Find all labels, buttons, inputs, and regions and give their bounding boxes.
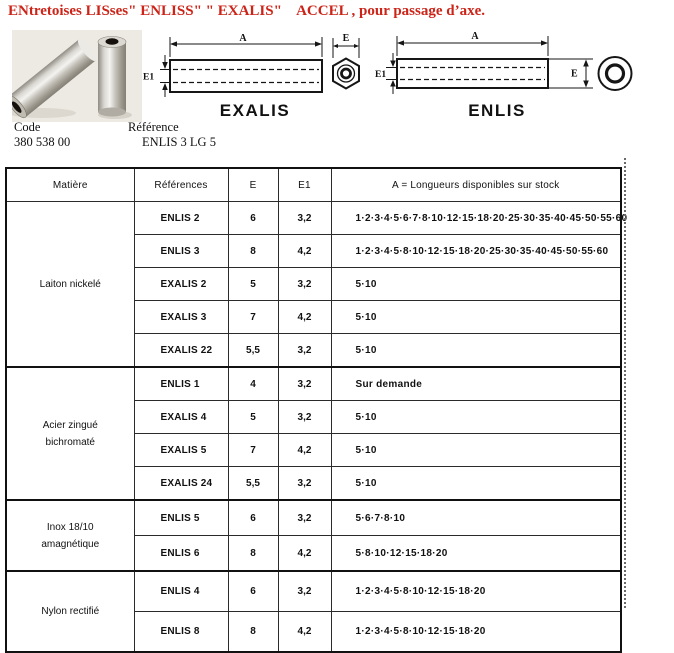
cell-material: Acier zingué bichromaté [6, 367, 134, 500]
exalis-drawing [140, 28, 370, 122]
cell-reference: ENLIS 4 [134, 571, 228, 612]
cell-reference: ENLIS 1 [134, 367, 228, 401]
cell-reference: ENLIS 8 [134, 612, 228, 653]
enlis-drawing [375, 28, 640, 122]
cell-e1: 3,2 [278, 500, 331, 536]
cell-e1: 3,2 [278, 571, 331, 612]
header-e: E [228, 168, 278, 202]
cell-e1: 3,2 [278, 268, 331, 301]
code-label: Code [14, 120, 41, 134]
cell-lengths: 1·2·3·4·5·8·10·12·15·18·20 [331, 571, 621, 612]
cell-lengths: 5·10 [331, 334, 621, 368]
cell-e1: 3,2 [278, 467, 331, 501]
cell-lengths: 1·2·3·4·5·6·7·8·10·12·15·18·20·25·30·35·40·45·50·55·60 [331, 202, 621, 235]
exalis-body [170, 60, 322, 92]
cell-reference: EXALIS 4 [134, 401, 228, 434]
cell-lengths: 5·10 [331, 467, 621, 501]
header-lengths: A = Longueurs disponibles sur stock [331, 168, 621, 202]
cell-lengths: 5·10 [331, 268, 621, 301]
code-reference-block [14, 120, 216, 150]
cell-e: 6 [228, 500, 278, 536]
cell-reference: EXALIS 3 [134, 301, 228, 334]
table-row [6, 367, 621, 401]
cell-e: 8 [228, 235, 278, 268]
cell-lengths: 5·10 [331, 301, 621, 334]
cell-material: Nylon rectifié [6, 571, 134, 652]
cell-e: 5 [228, 268, 278, 301]
cell-lengths: 1·2·3·4·5·8·10·12·15·18·20 [331, 612, 621, 653]
cell-reference: EXALIS 22 [134, 334, 228, 368]
cell-lengths: 1·2·3·4·5·8·10·12·15·18·20·25·30·35·40·45·50·55·60 [331, 235, 621, 268]
exalis-dim-e-label: E [342, 33, 350, 44]
cell-e1: 3,2 [278, 401, 331, 434]
cell-e: 8 [228, 612, 278, 653]
table-header-row [6, 168, 621, 202]
table-row [6, 571, 621, 612]
enlis-body [397, 59, 548, 88]
cell-lengths: 5·8·10·12·15·18·20 [331, 536, 621, 572]
cell-reference: ENLIS 5 [134, 500, 228, 536]
cell-e: 8 [228, 536, 278, 572]
header-references: Références [134, 168, 228, 202]
enlis-label: ENLIS [468, 101, 526, 120]
cell-e1: 4,2 [278, 301, 331, 334]
cell-reference: EXALIS 2 [134, 268, 228, 301]
cell-e1: 3,2 [278, 367, 331, 401]
exalis-dim-e1-label: E1 [143, 72, 155, 83]
header-matiere: Matière [6, 168, 134, 202]
product-photo [12, 30, 142, 122]
cell-lengths: 5·10 [331, 401, 621, 434]
table-row [6, 202, 621, 235]
cell-reference: EXALIS 5 [134, 434, 228, 467]
cell-e1: 3,2 [278, 334, 331, 368]
exalis-label: EXALIS [219, 101, 291, 120]
cell-lengths: 5·10 [331, 434, 621, 467]
cell-e1: 4,2 [278, 612, 331, 653]
spacer-standing [98, 37, 126, 117]
reference-label: Référence [128, 120, 179, 134]
cell-e: 6 [228, 571, 278, 612]
cell-material: Laiton nickelé [6, 202, 134, 368]
cell-e: 5 [228, 401, 278, 434]
page-edge-dotted-line [624, 158, 626, 608]
cell-e1: 4,2 [278, 434, 331, 467]
header-e1: E1 [278, 168, 331, 202]
enlis-dim-e1-label: E1 [375, 70, 387, 80]
cell-e1: 3,2 [278, 202, 331, 235]
spacer-spec-table [5, 167, 628, 653]
cell-e: 6 [228, 202, 278, 235]
cell-lengths: 5·6·7·8·10 [331, 500, 621, 536]
cell-reference: ENLIS 6 [134, 536, 228, 572]
cell-reference: ENLIS 2 [134, 202, 228, 235]
cell-e1: 4,2 [278, 536, 331, 572]
code-value: 380 538 00 [14, 135, 71, 149]
cell-material: Inox 18/10 amagnétique [6, 500, 134, 571]
enlis-round-end-view [599, 57, 632, 90]
cell-e: 4 [228, 367, 278, 401]
cell-e: 7 [228, 301, 278, 334]
cell-e: 5,5 [228, 334, 278, 368]
cell-lengths: Sur demande [331, 367, 621, 401]
cell-e1: 4,2 [278, 235, 331, 268]
cell-e: 7 [228, 434, 278, 467]
reference-value: ENLIS 3 LG 5 [142, 135, 216, 149]
enlis-dim-e-label: E [571, 68, 578, 80]
cell-reference: EXALIS 24 [134, 467, 228, 501]
cell-e: 5,5 [228, 467, 278, 501]
page-title: ENtretoises LISses" ENLISS" " EXALIS" ACCEL , pour passage d’axe. [8, 3, 486, 19]
enlis-dim-a-label: A [471, 31, 479, 42]
exalis-dim-a-label: A [239, 33, 247, 44]
cell-reference: ENLIS 3 [134, 235, 228, 268]
table-row [6, 500, 621, 536]
